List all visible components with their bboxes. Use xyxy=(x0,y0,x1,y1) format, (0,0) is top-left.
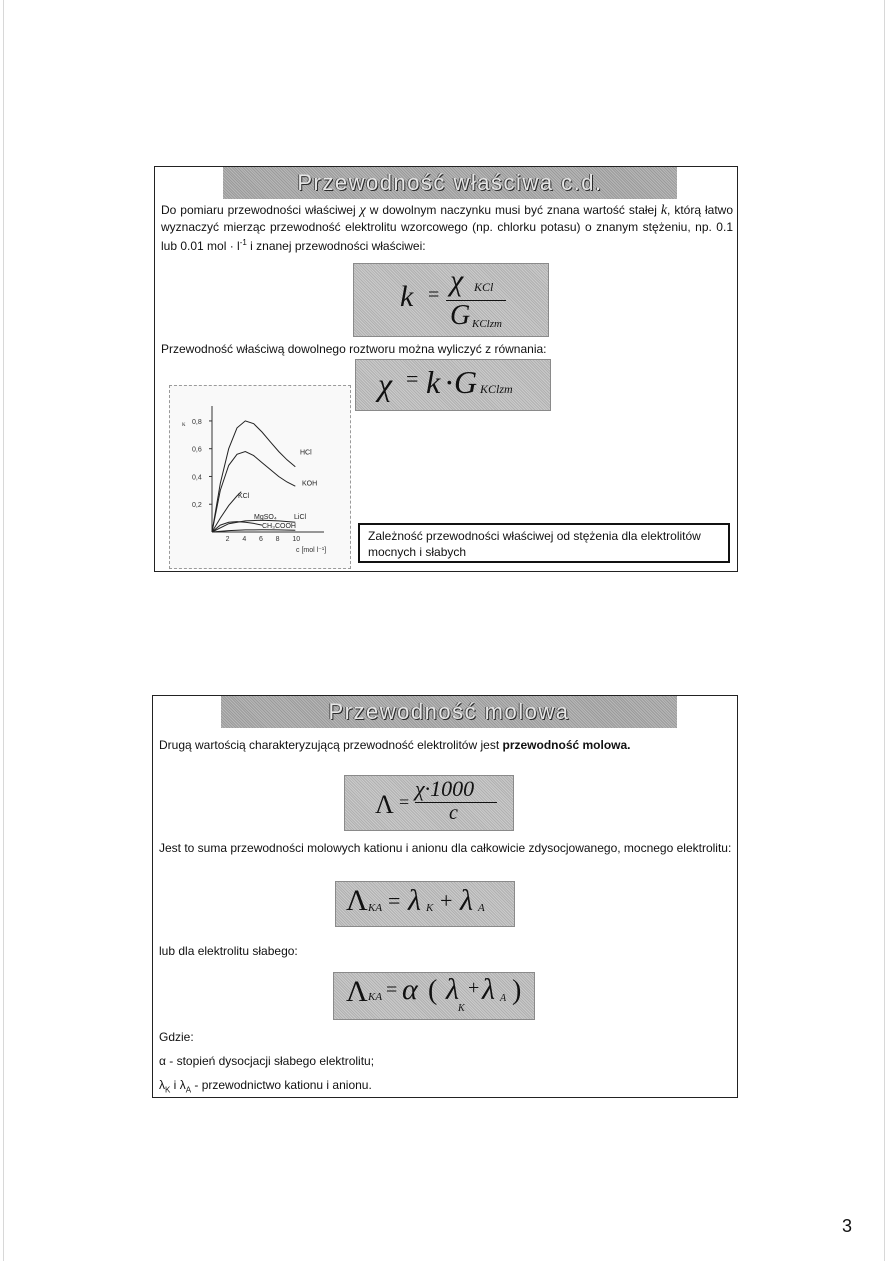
formula2-dot: · xyxy=(444,364,455,400)
intro-paragraph: Do pomiaru przewodności właściwej χ w dowolnym naczynku musi być znana wartość stałej k, którą łatwo wyznaczyć mierząc przewodność elektrolitu wzorcowego (np. chlorku potasu) o znanym stężeniu, np. 0.1 lub 0.01 mol · $l^{-1}$ i znanej przewodności właściwei: xyxy=(161,203,733,253)
formula2-lambda-sub: KA xyxy=(368,902,383,914)
y-tick-label: 0,4 xyxy=(192,474,202,482)
conductivity-chart-svg xyxy=(170,386,350,568)
formula3-open: ( xyxy=(428,975,438,1006)
scan-edge-right xyxy=(884,0,885,1261)
chi-symbol: χ xyxy=(359,203,366,218)
y-axis-label: κ xyxy=(182,420,186,428)
chart-caption: Zależność przewodności właściwej od stężenia dla elektrolitów mocnych i słabych xyxy=(358,523,730,563)
formula3-alpha: α xyxy=(402,973,418,1006)
formula-specific-conductivity xyxy=(355,359,551,411)
formula-lambda-equals: = xyxy=(399,792,410,812)
formula-lambda: Λ xyxy=(375,790,394,819)
x-tick-label: 10 xyxy=(292,536,301,543)
formula2-lambda-k: λ xyxy=(408,884,421,917)
series-label: KOH xyxy=(302,480,318,488)
formula-g: G xyxy=(450,300,471,331)
weak-electrolyte-text: lub dla elektrolitu słabego: xyxy=(159,944,298,958)
formula3-lambda-a: λ xyxy=(482,973,495,1006)
series-label: KCl xyxy=(238,492,250,500)
conductivity-chart xyxy=(169,385,351,569)
slide-title: Przewodność właściwa c.d. xyxy=(297,170,603,195)
formula2-g-sub: KClzm xyxy=(480,382,513,396)
slide-molar-conductivity xyxy=(152,695,738,1098)
formula-equals: = xyxy=(428,284,440,306)
formula2-eq: = xyxy=(388,888,401,913)
series-label: LiCl xyxy=(294,513,307,521)
formula3-close: ) xyxy=(512,975,522,1006)
formula-weak-electrolyte xyxy=(333,972,535,1020)
formula2-g: G xyxy=(454,364,478,400)
formula3-lambda-a-sub: A xyxy=(500,993,507,1004)
formula-cell-constant xyxy=(353,263,549,337)
second-paragraph: Przewodność właściwą dowolnego roztworu można wyliczyć z równania: xyxy=(161,342,547,356)
formula-chi: χ xyxy=(450,264,464,297)
slide-title-banner xyxy=(223,167,677,199)
formula3-lambda-sub: KA xyxy=(368,991,383,1003)
k-symbol: k xyxy=(660,203,668,218)
page-number: 3 xyxy=(842,1216,853,1236)
formula-k: k xyxy=(400,280,414,313)
y-tick-label: 0,8 xyxy=(192,418,202,426)
series-label: HCl xyxy=(300,449,312,457)
formula3-lambda: Λ xyxy=(346,975,368,1008)
definition-lambda: $\lambda_K$ i $\lambda_A$ - przewodnictwo kationu i anionu. xyxy=(159,1078,372,1095)
formula3-lambda-k: λ xyxy=(446,973,459,1006)
formula2-lambda-k-sub: K xyxy=(426,902,434,914)
y-tick-label: 0,2 xyxy=(192,502,202,510)
molar-intro: Drugą wartością charakteryzującą przewodność elektrolitów jest przewodność molowa. xyxy=(159,738,631,752)
slide2-title: Przewodność molowa xyxy=(328,699,570,724)
x-tick-label: 4 xyxy=(242,536,247,543)
x-axis-label: c [mol l⁻¹] xyxy=(296,547,327,554)
scan-edge-left xyxy=(3,0,4,1261)
formula3-plus: + xyxy=(468,977,480,999)
strong-electrolyte-text: Jest to suma przewodności molowych kationu i anionu dla całkowicie zdysocjowanego, mocnego elektrolitu: xyxy=(159,841,732,855)
y-tick-label: 0,6 xyxy=(192,446,202,454)
formula-strong-electrolyte xyxy=(335,881,515,927)
formula-g-sub: KClzm xyxy=(472,318,502,330)
where-label: Gdzie: xyxy=(159,1030,194,1044)
formula2-lambda: Λ xyxy=(346,884,368,917)
x-tick-label: 6 xyxy=(259,536,263,543)
formula2-lambda-a-sub: A xyxy=(478,902,485,914)
formula2-lambda-a: λ xyxy=(460,884,473,917)
formula3-eq: = xyxy=(386,979,398,1001)
series-label: MgSO₄ xyxy=(254,513,277,521)
formula2-plus: + xyxy=(440,888,453,913)
formula-chi1000: χ·1000 xyxy=(415,776,475,801)
formula-chi-sub: KCl xyxy=(474,280,494,294)
formula2-k: k xyxy=(426,364,441,400)
formula-c: c xyxy=(449,802,458,824)
slide-specific-conductivity xyxy=(154,166,738,572)
formula2-chi: χ xyxy=(378,366,393,402)
definition-alpha: α - stopień dysocjacji słabego elektrolitu; xyxy=(159,1054,375,1068)
formula2-equals: = xyxy=(406,366,419,391)
slide2-title-banner xyxy=(221,696,677,728)
formula-molar-conductivity xyxy=(344,775,514,831)
x-tick-label: 8 xyxy=(275,536,280,543)
formula3-lambda-k-sub: K xyxy=(458,1003,465,1014)
series-label: CH₃COOH xyxy=(262,522,296,530)
x-tick-label: 2 xyxy=(225,536,230,543)
